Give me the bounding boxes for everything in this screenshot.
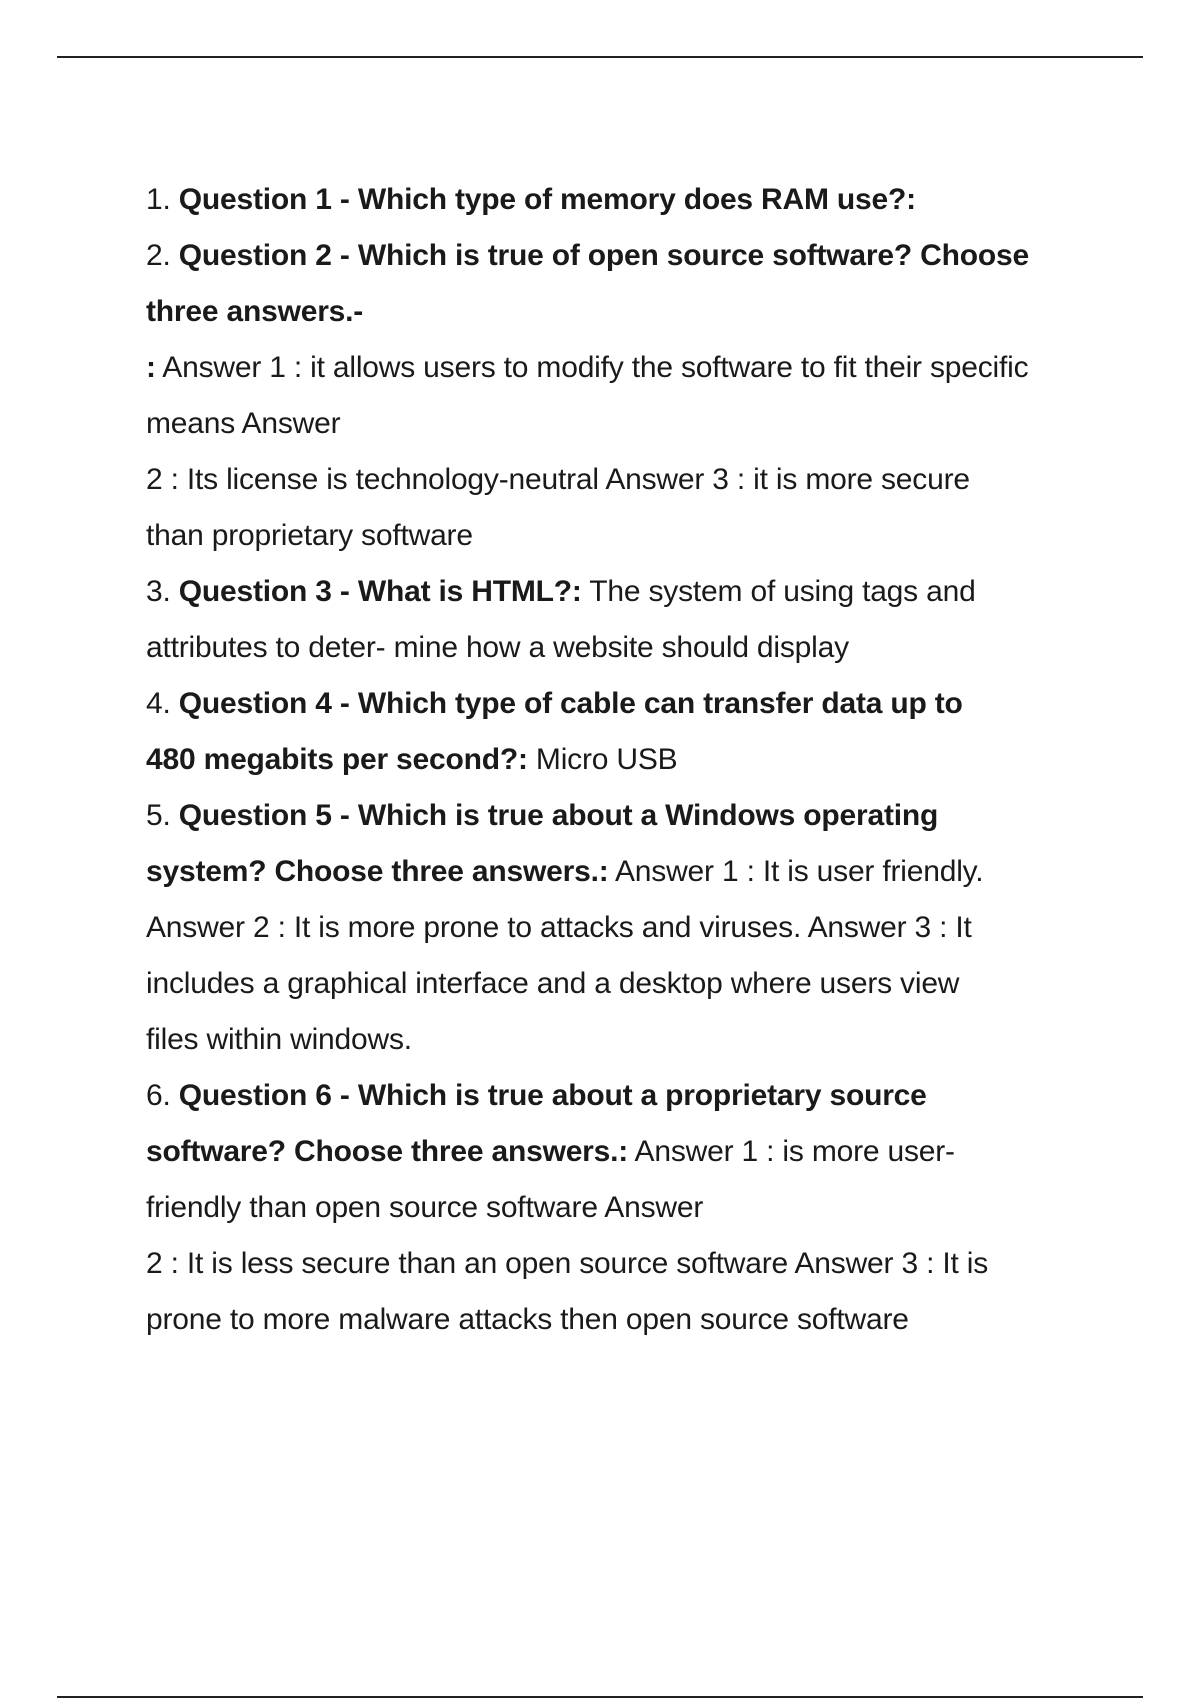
text-line (146, 396, 1106, 452)
answer-text: than proprietary software (146, 519, 473, 552)
answer-text: 2 : It is less secure than an open source software Answer 3 : It is (146, 1247, 989, 1280)
answer-text: friendly than open source software Answer (146, 1191, 704, 1224)
question-heading: Question 3 - What is HTML?: (178, 575, 582, 608)
text-line (146, 1124, 1106, 1180)
text-line (146, 340, 1106, 396)
question-list (146, 172, 1106, 1348)
line-number: 2. (146, 239, 179, 272)
question-heading: Question 4 - Which type of cable can transfer data up to (178, 687, 963, 720)
question-heading: three answers.- (146, 295, 364, 328)
text-line (146, 676, 1106, 732)
line-number: 6. (146, 1079, 179, 1112)
answer-text: prone to more malware attacks then open source software (146, 1303, 909, 1336)
answer-text: Answer 1 : it allows users to modify the software to fit their specific (155, 351, 1029, 384)
line-number: 3. (146, 575, 179, 608)
answer-text: Answer 2 : It is more prone to attacks and viruses. Answer 3 : It (146, 911, 972, 944)
question-heading: Question 6 - Which is true about a proprietary source (178, 1079, 927, 1112)
text-line (146, 508, 1106, 564)
text-line (146, 620, 1106, 676)
text-line (146, 1180, 1106, 1236)
question-heading: software? Choose three answers.: (146, 1135, 629, 1168)
text-line (146, 452, 1106, 508)
text-line (146, 956, 1106, 1012)
line-number: 1. (146, 183, 179, 216)
answer-text: means Answer (146, 407, 341, 440)
question-heading: Question 2 - Which is true of open source software? Choose (178, 239, 1029, 272)
question-heading: : (146, 351, 156, 384)
text-line (146, 1068, 1106, 1124)
line-number: 4. (146, 687, 179, 720)
text-line (146, 228, 1106, 284)
line-number: 5. (146, 799, 179, 832)
top-divider (57, 56, 1143, 58)
text-line (146, 172, 1106, 228)
text-line (146, 1292, 1106, 1348)
text-line (146, 1236, 1106, 1292)
answer-text: files within windows. (146, 1023, 412, 1056)
answer-text: Micro USB (527, 743, 678, 776)
bottom-divider (57, 1696, 1143, 1698)
question-heading: 480 megabits per second?: (146, 743, 528, 776)
answer-text: The system of using tags and (581, 575, 976, 608)
answer-text: attributes to deter- mine how a website should display (146, 631, 849, 664)
question-heading: Question 5 - Which is true about a Windows operating (178, 799, 939, 832)
text-line (146, 732, 1106, 788)
answer-text: 2 : Its license is technology-neutral Answer 3 : it is more secure (146, 463, 970, 496)
text-line (146, 284, 1106, 340)
question-heading: Question 1 - Which type of memory does RAM use?: (178, 183, 916, 216)
answer-text: includes a graphical interface and a desktop where users view (146, 967, 960, 1000)
text-line (146, 1012, 1106, 1068)
text-line (146, 788, 1106, 844)
question-heading: system? Choose three answers.: (146, 855, 609, 888)
answer-text: Answer 1 : is more user- (628, 1135, 955, 1168)
answer-text: Answer 1 : It is user friendly. (608, 855, 984, 888)
text-line (146, 900, 1106, 956)
text-line (146, 844, 1106, 900)
text-line (146, 564, 1106, 620)
